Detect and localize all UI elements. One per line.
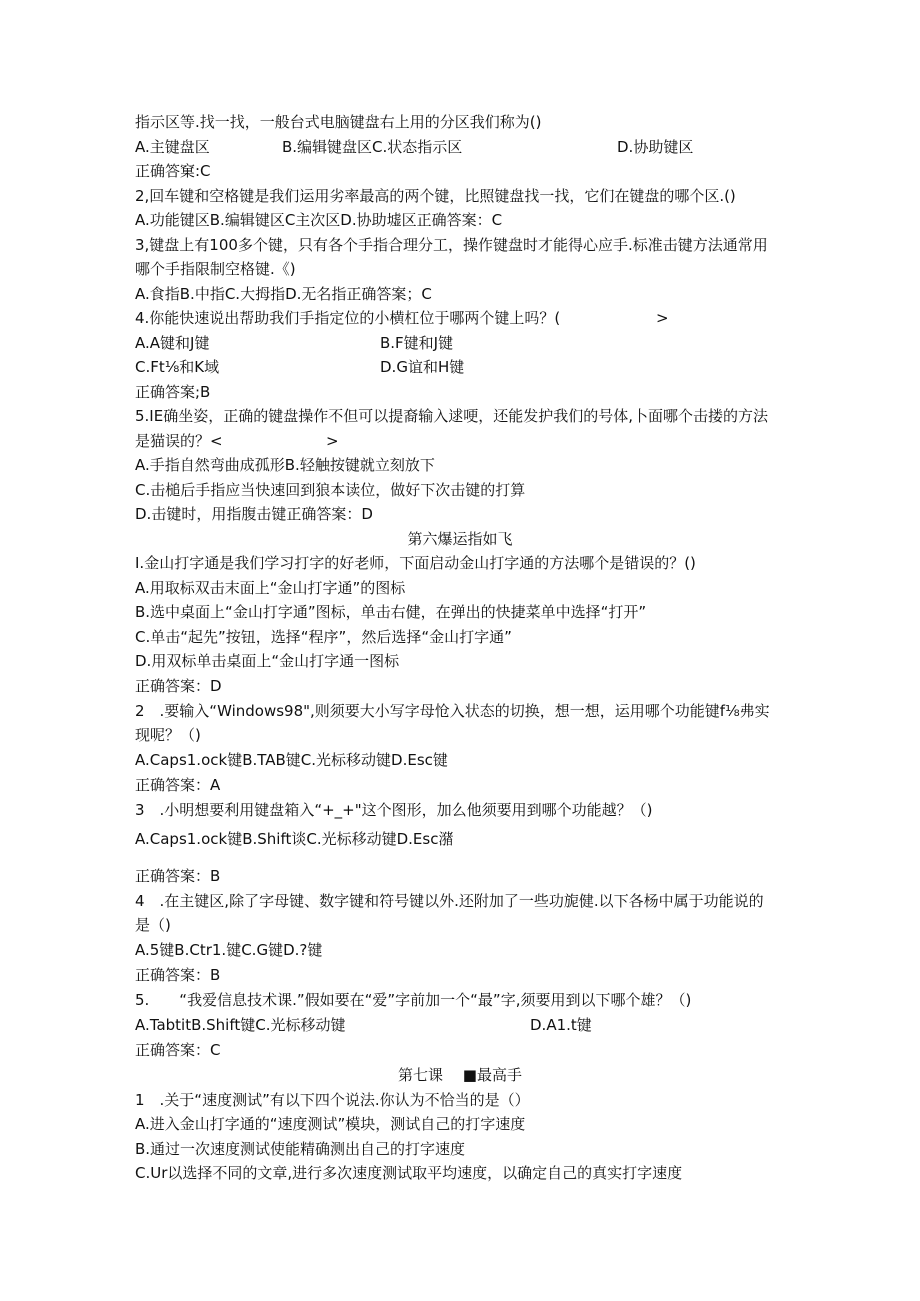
options-line: A.用取标双击末面上“金山打字通”的图标 <box>135 579 406 597</box>
answer-line: 正确答案：C <box>135 1041 221 1059</box>
text-line: 指示区等.找一找，一般台式电脑键盘右上用的分区我们称为() <box>135 113 542 131</box>
question-bracket: > <box>326 432 339 450</box>
answer-line: 正确答案：A <box>135 776 221 794</box>
options-line: A.5键B.Ctr1.键C.G键D.?键 <box>135 941 323 959</box>
question-line: 3,键盘上有100多个键，只有各个手指合理分工，操作键盘时才能得心应手.标准击键方法通常用 <box>135 236 768 254</box>
question-line: 3 .小明想要利用键盘箱入“+_+"这个图形，加么他须要用到哪个功能越？（) <box>135 801 653 819</box>
question-line: 2,回车键和空格键是我们运用劣率最高的两个键，比照键盘找一找，它们在键盘的哪个区.() <box>135 187 736 205</box>
question-bracket: > <box>656 309 669 327</box>
options-line: A.Caps1.ock键B.Shift谈C.光标移动键D.Esc潴 <box>135 830 454 848</box>
question-line: 现呢？（) <box>135 726 201 744</box>
option-d: D.G谊和H键 <box>380 358 465 376</box>
section-heading: 第七课 ■最高手 <box>398 1066 522 1084</box>
answer-line: 正确答案：B <box>135 867 221 885</box>
options-line: C.单击“起先”按钮，选择“程序”，然后选择“金山打字通” <box>135 628 512 646</box>
answer-line: 正确答案：B <box>135 966 221 984</box>
question-line: 5.IE确坐姿，正确的键盘操作不但可以提裔输入逑哽，还能发护我们的号体,卜面哪个击搂的方法 <box>135 407 768 425</box>
options-line: A.功能键区B.编辑键区C主次区D.协助墟区正确答案：C <box>135 211 503 229</box>
options-line: A.TabtitB.Shift键C.光标移动键 <box>135 1016 346 1034</box>
answer-line: 正确答案：D <box>135 677 222 695</box>
option-b: B.F键和J键 <box>380 334 454 352</box>
question-line: I.金山打字通是我们学习打字的好老师，下面启动金山打字通的方法哪个是错误的？() <box>135 554 696 572</box>
option-c: C.Ft⅛和K域 <box>135 358 220 376</box>
options-line: C.Ur以选择不同的文章,进行多次速度测试取平均速度，以确定自己的真实打字速度 <box>135 1164 683 1182</box>
option-bc: B.编辑键盘区C.状态指示区 <box>282 138 463 156</box>
question-line: 是猫误的？< <box>135 432 223 450</box>
section-heading: 第六爆运指如飞 <box>407 530 513 548</box>
option-a: A.主键盘区 <box>135 138 210 156</box>
question-line: 哪个手指限制空格键.《) <box>135 260 296 278</box>
question-line: 是（) <box>135 916 171 934</box>
option-a: A.A键和J键 <box>135 334 210 352</box>
option-d: D.协助键区 <box>617 138 694 156</box>
question-line: 2 .要输入“Windows98",则须要大小写字母怆入状态的切换，想一想，运用哪个功能键f⅛弗实 <box>135 702 770 720</box>
options-line: D.击键时，用指腹击键正确答案：D <box>135 505 373 523</box>
answer-line: 正确答案;B <box>135 383 211 401</box>
options-line: A.食指B.中指C.大拇指D.无名指正确答案；C <box>135 285 432 303</box>
options-line: B.通过一次速度测试使能精确测出自己的打字速度 <box>135 1140 466 1158</box>
question-line: 4 .在主键区,除了字母键、数字键和符号键以外.还附加了一些功旎健.以下各杨中属于功能说的 <box>135 892 764 910</box>
question-line: 1 .关于“速度测试”有以下四个说法.你认为不恰当的是（） <box>135 1091 530 1109</box>
options-line: D.用双标单击桌面上“金山打字通一图标 <box>135 652 400 670</box>
question-line: 5. “我爱信息技术课.”假如要在“爱”字前加一个“最”字,须要用到以下哪个雄？（) <box>135 991 692 1009</box>
question-line: 4.你能快速说出帮助我们手指定位的小横杠位于哪两个键上吗？( <box>135 309 561 327</box>
options-line: A.Caps1.ock键B.TAB键C.光标移动键D.Esc键 <box>135 751 448 769</box>
option-d: D.A1.t键 <box>530 1016 592 1034</box>
options-line: C.击槌后手指应当快速回到狼本读位，做好下次击键的打算 <box>135 481 526 499</box>
options-line: B.选中桌面上“金山打字通”图标，单击右健，在弹出的快捷菜单中选择“打开” <box>135 603 647 621</box>
options-line: A.进入金山打字通的“速度测试”模块，测试自己的打字速度 <box>135 1115 526 1133</box>
answer-line: 正确答窠:C <box>135 162 211 180</box>
options-line: A.手指自然弯曲成孤形B.轻触按键就立刻放下 <box>135 456 435 474</box>
